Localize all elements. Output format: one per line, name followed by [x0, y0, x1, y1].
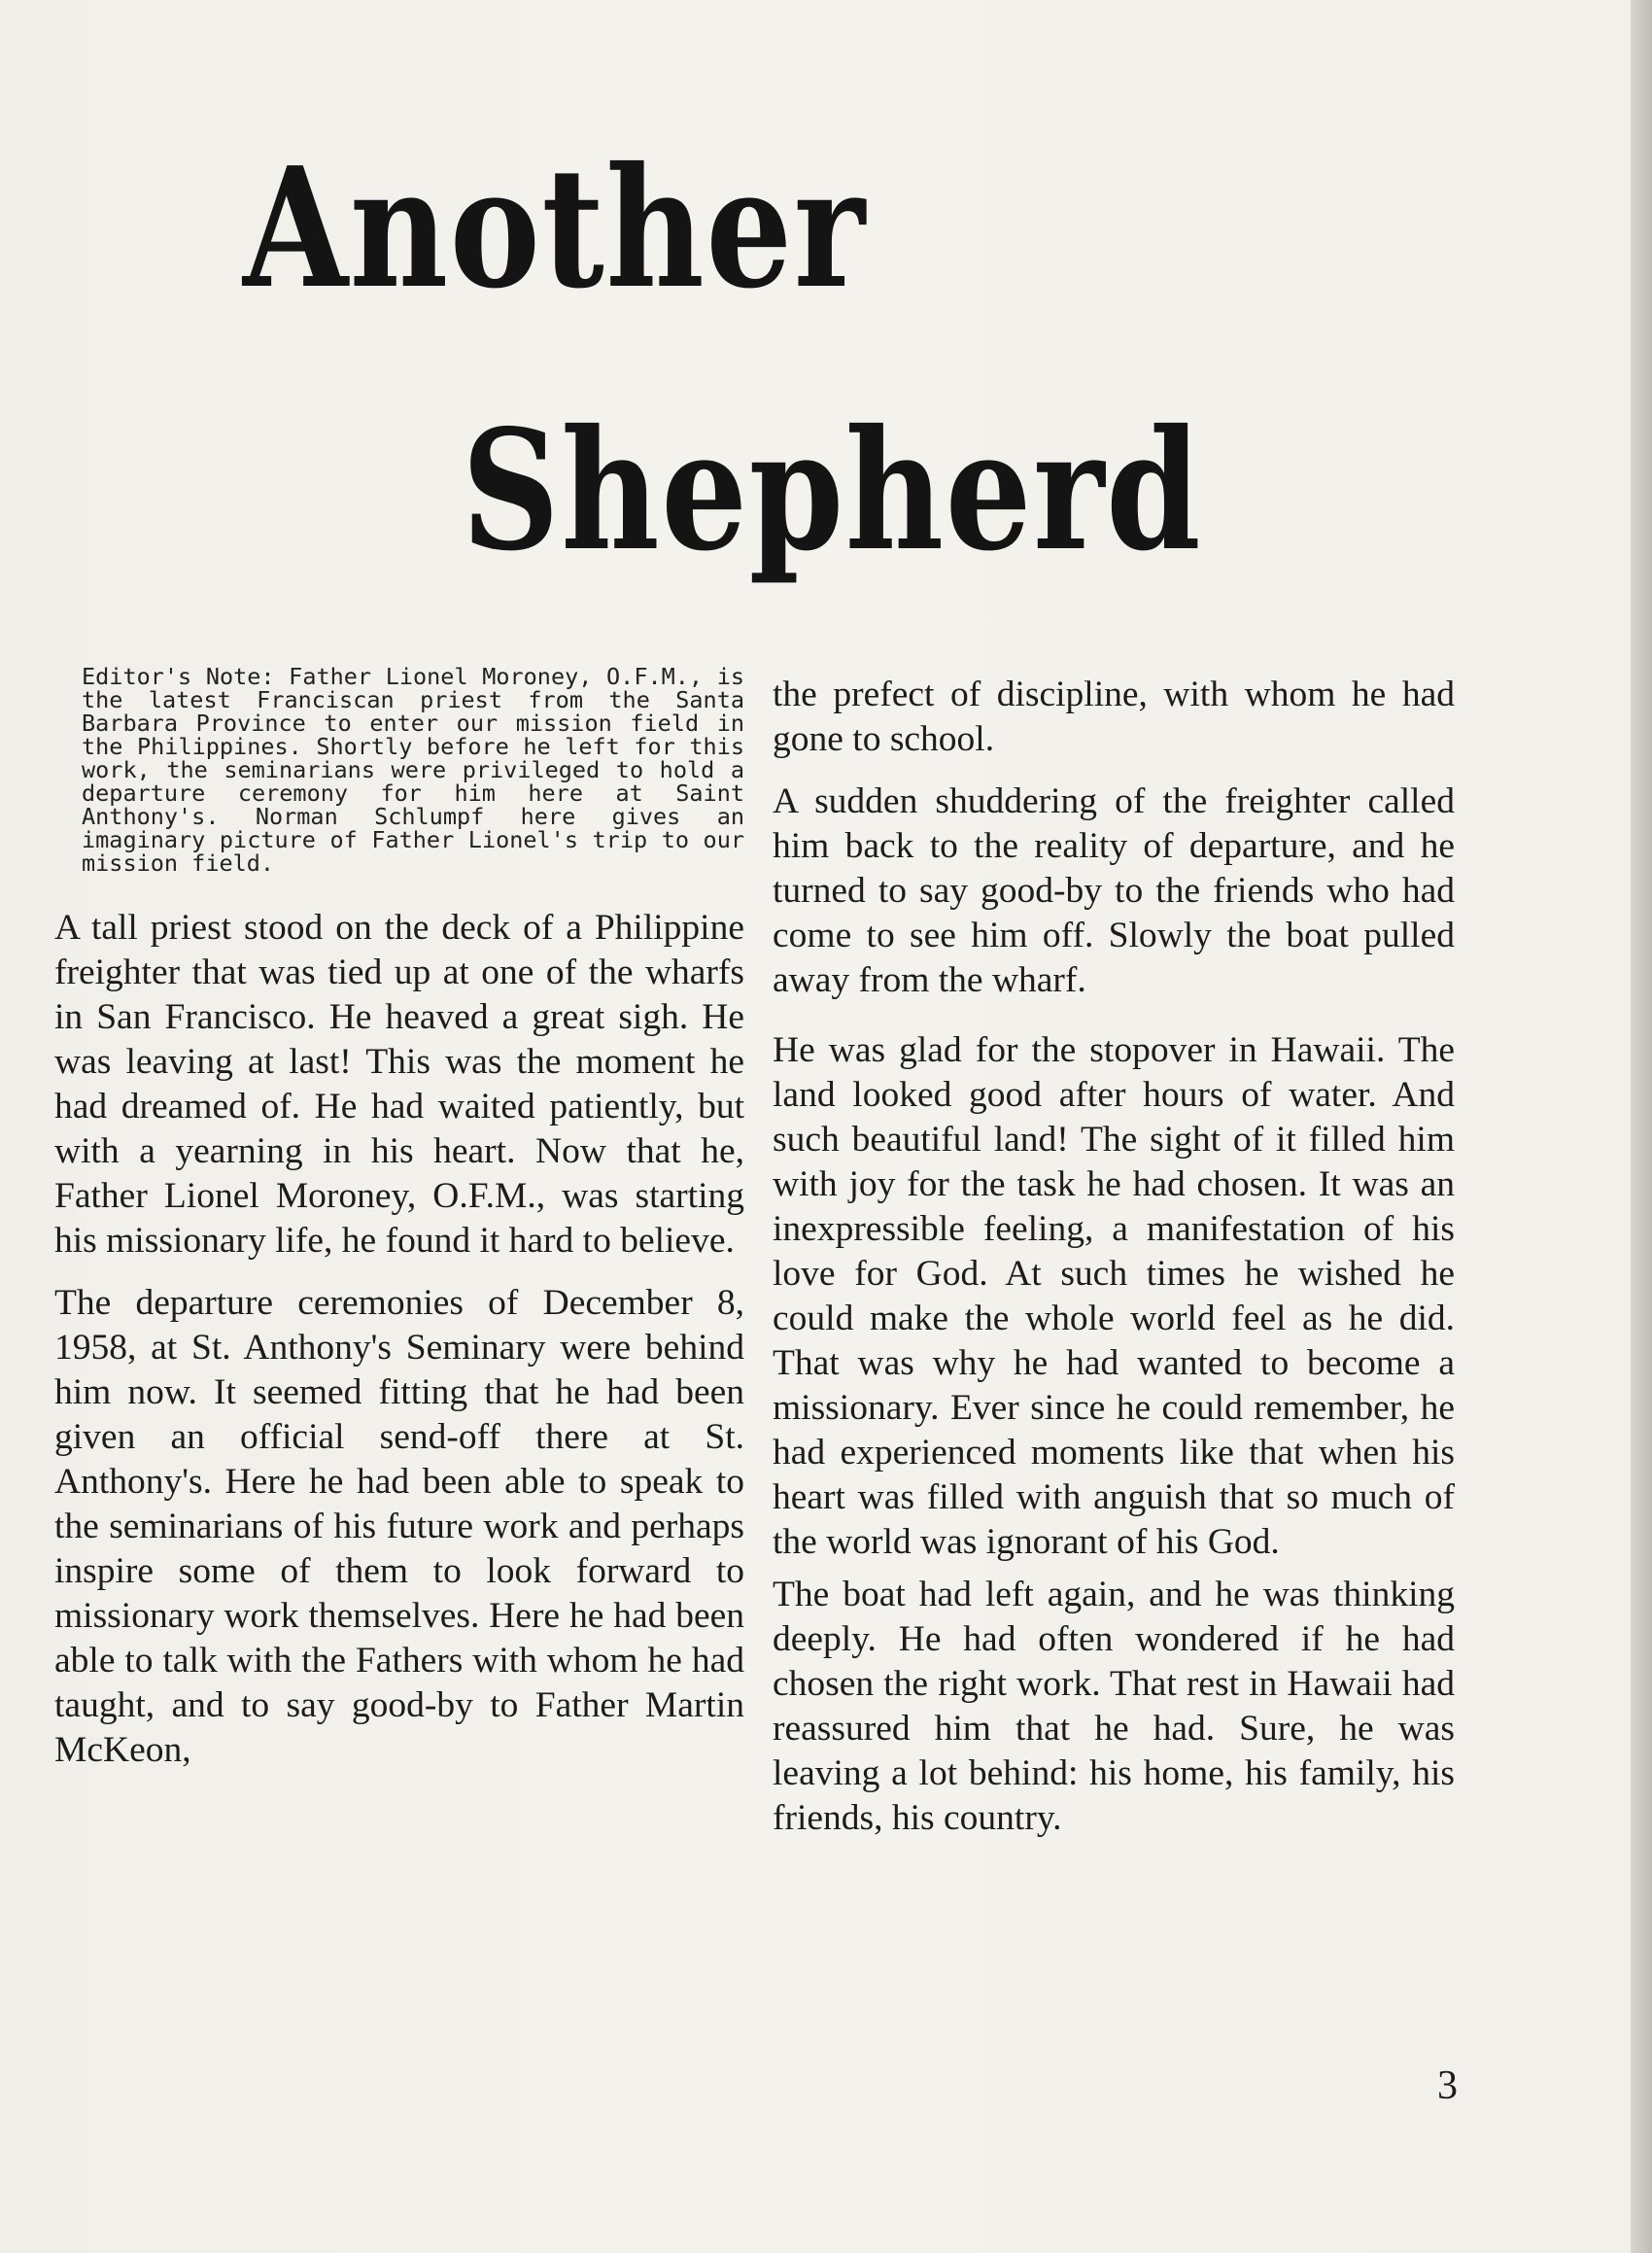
left-column — [54, 665, 744, 1790]
editors-note: Editor's Note: Father Lionel Moroney, O.F.M., is the latest Franciscan priest from the Santa Barbara Province to enter our mission field in the Philippines. Shortly before he left for this work, the seminarians were privileged to hold a departure ceremony for him here at Saint Anthony's. Norman Schlumpf here gives an imaginary picture of Father Lionel's trip to our mission field. — [82, 663, 744, 877]
body-paragraph: The departure ceremonies of December 8, 1958, at St. Anthony's Seminary were behind him now. It seemed fitting that he had been given an official send-off there at St. Anthony's. Here he had been able to speak to the seminarians of his future work and perhaps inspire some of them to look forward to missionary work themselves. Here he had been able to talk with the Fathers with whom he had taught, and to say good-by to Father Martin McKeon, — [54, 1283, 744, 1770]
body-paragraph: A sudden shuddering of the freighter called him back to the reality of departure, and he turned to say good-by to the friends who had come to see him off. Slowly the boat pulled away from the wharf. — [773, 781, 1455, 1000]
article-title-line-1: Another — [243, 131, 867, 326]
page-edge — [1631, 0, 1652, 2253]
body-paragraph: He was glad for the stopover in Hawaii. The land looked good after hours of water. And such beautiful land! The sight of it filled him with joy for the task he had chosen. It was an inexpressible feeling, a manifestation of his love for God. At such times he wished he could make the whole world feel as he did. That was why he had wanted to become a missionary. Ever since he could remember, he had experienced moments like that when his heart was filled with anguish that so much of the world was ignorant of his God. — [773, 1030, 1455, 1562]
article-title-line-2: Shepherd — [462, 394, 1203, 588]
page-number: 3 — [1437, 2063, 1458, 2108]
body-paragraph: The boat had left again, and he was thinking deeply. He had often wondered if he had chosen the right work. That rest in Hawaii had reassured him that he had. Sure, he was leaving a lot behind: his home, his family, his friends, his country. — [773, 1575, 1455, 1838]
body-paragraph: A tall priest stood on the deck of a Philippine freighter that was tied up at one of the wharfs in San Francisco. He heaved a great sigh. He was leaving at last! This was the moment he had dreamed of. He had waited patiently, but with a yearning in his heart. Now that he, Father Lionel Moroney, O.F.M., was starting his missionary life, he found it hard to believe. — [54, 908, 744, 1261]
right-column — [773, 673, 1455, 1858]
body-paragraph: the prefect of discipline, with whom he had gone to school. — [773, 675, 1455, 759]
